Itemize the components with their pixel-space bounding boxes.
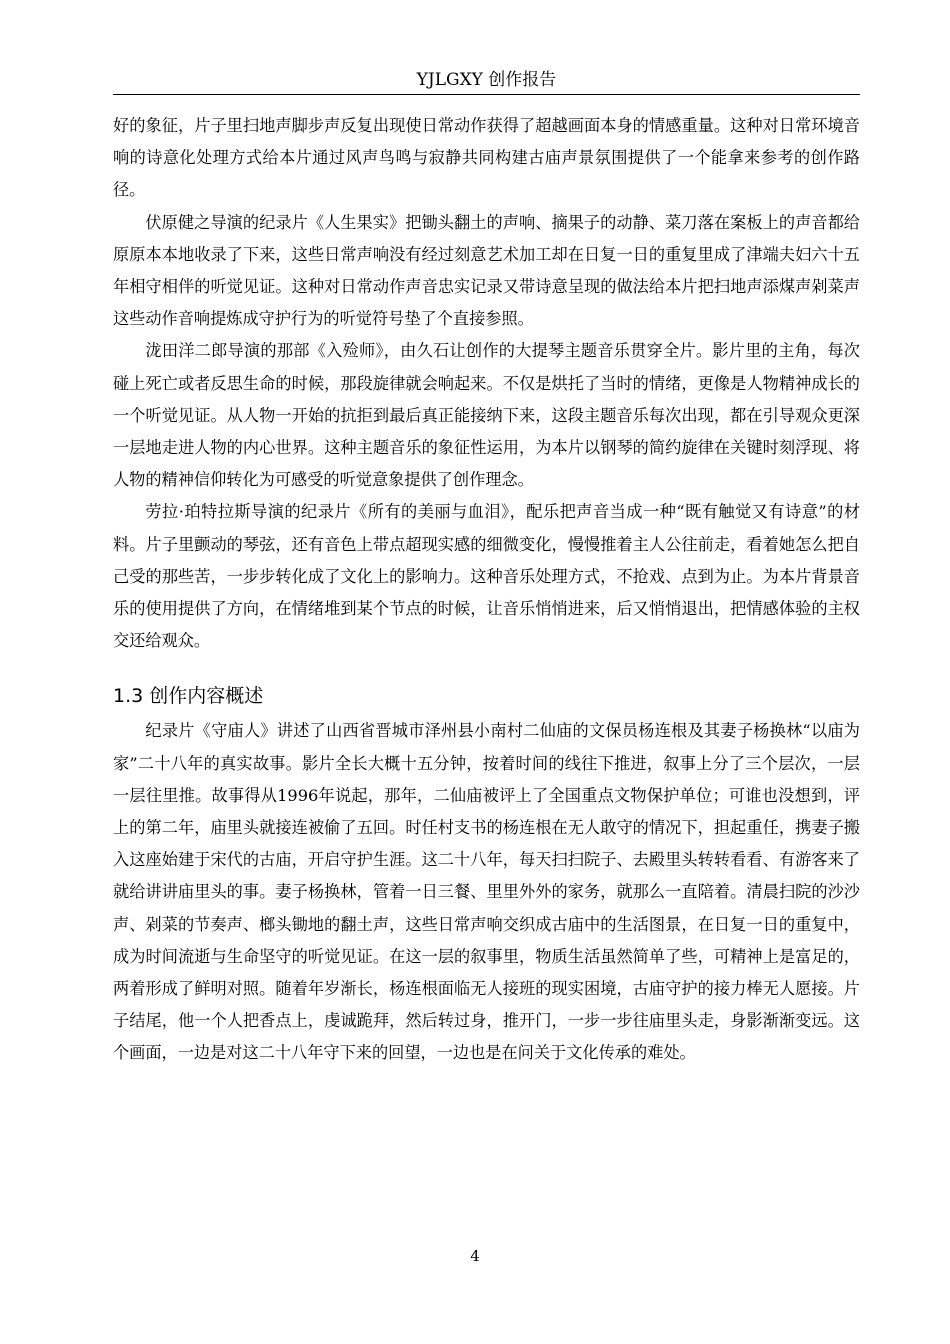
page-header (113, 68, 860, 95)
document-body (113, 110, 860, 1070)
body-paragraph-renshengguoshi: 伏原健之导演的纪录片《人生果实》把锄头翻土的声响、摘果子的动静、菜刀落在案板上的声音都给原原本本地收录了下来，这些日常声响没有经过刻意艺术加工却在日复一日的重复里成了津端夫妇六十五年相守相伴的听觉见证。这种对日常动作声音忠实记录又带诗意呈现的做法给本片把扫地声添煤声剁菜声这些动作音响提炼成守护行为的听觉符号垫了个直接参照。 (113, 212, 860, 329)
body-paragraph-suoyoudemeili: 劳拉·珀特拉斯导演的纪录片《所有的美丽与血泪》，配乐把声音当成一种“既有触觉又有诗意”的材料。片子里颤动的琴弦，还有音色上带点超现实感的细微变化，慢慢推着主人公往前走，看着她怎么把自己受的那些苦，一步步转化成了文化上的影响力。这种音乐处理方式，不抢戏、点到为止。为本片背景音乐的使用提供了方向，在情绪堆到某个节点的时候，让音乐悄悄进来，后又悄悄退出，把情感体验的主权交还给观众。 (113, 502, 860, 651)
section-heading: 1.3 创作内容概述 (113, 685, 264, 708)
page-number: 4 (470, 1247, 480, 1265)
header-title: YJLGXY 创作报告 (416, 70, 557, 90)
body-paragraph-rulianshi: 泷田洋二郎导演的那部《入殓师》，由久石让创作的大提琴主题音乐贯穿全片。影片里的主角，每次碰上死亡或者反思生命的时候，那段旋律就会响起来。不仅是烘托了当时的情绪，更像是人物精神成长的一个听觉见证。从人物一开始的抗拒到最后真正能接纳下来，这段主题音乐每次出现，都在引导观众更深一层地走进人物的内心世界。这种主题音乐的象征性运用，为本片以钢琴的简约旋律在关键时刻浮现、将人物的精神信仰转化为可感受的听觉意象提供了创作理念。 (113, 341, 860, 490)
section-paragraph-overview: 纪录片《守庙人》讲述了山西省晋城市泽州县小南村二仙庙的文保员杨连根及其妻子杨换林“以庙为家”二十八年的真实故事。影片全长大概十五分钟，按着时间的线往下推进，叙事上分了三个层次，一层一层往里推。故事得从1996年说起，那年，二仙庙被评上了全国重点文物保护单位；可谁也没想到，评上的第二年，庙里头就接连被偷了五回。时任村支书的杨连根在无人敢守的情况下，担起重任，携妻子搬入这座始建于宋代的古庙，开启守护生涯。这二十八年，每天扫扫院子、去殿里头转转看看、有游客来了就给讲讲庙里头的事。妻子杨换林，管着一日三餐、里里外外的家务，就那么一直陪着。清晨扫院的沙沙声、剁菜的节奏声、榔头锄地的翻土声，这些日常声响交织成古庙中的生活图景，在日复一日的重复中，成为时间流逝与生命坚守的听觉见证。在这一层的叙事里，物质生活虽然简单了些，可精神上是富足的，两着形成了鲜明对照。随着年岁渐长，杨连根面临无人接班的现实困境，古庙守护的接力棒无人愿接。片子结尾，他一个人把香点上，虔诚跪拜，然后转过身，推开门，一步一步往庙里头走，身影渐渐变远。这个画面，一边是对这二十八年守下来的回望，一边也是在问关于文化传承的难处。 (113, 721, 860, 1063)
body-paragraph-continued: 好的象征，片子里扫地声脚步声反复出现使日常动作获得了超越画面本身的情感重量。这种对日常环境音响的诗意化处理方式给本片通过风声鸟鸣与寂静共同构建古庙声景氛围提供了一个能拿来参考的创作路径。 (113, 116, 860, 200)
